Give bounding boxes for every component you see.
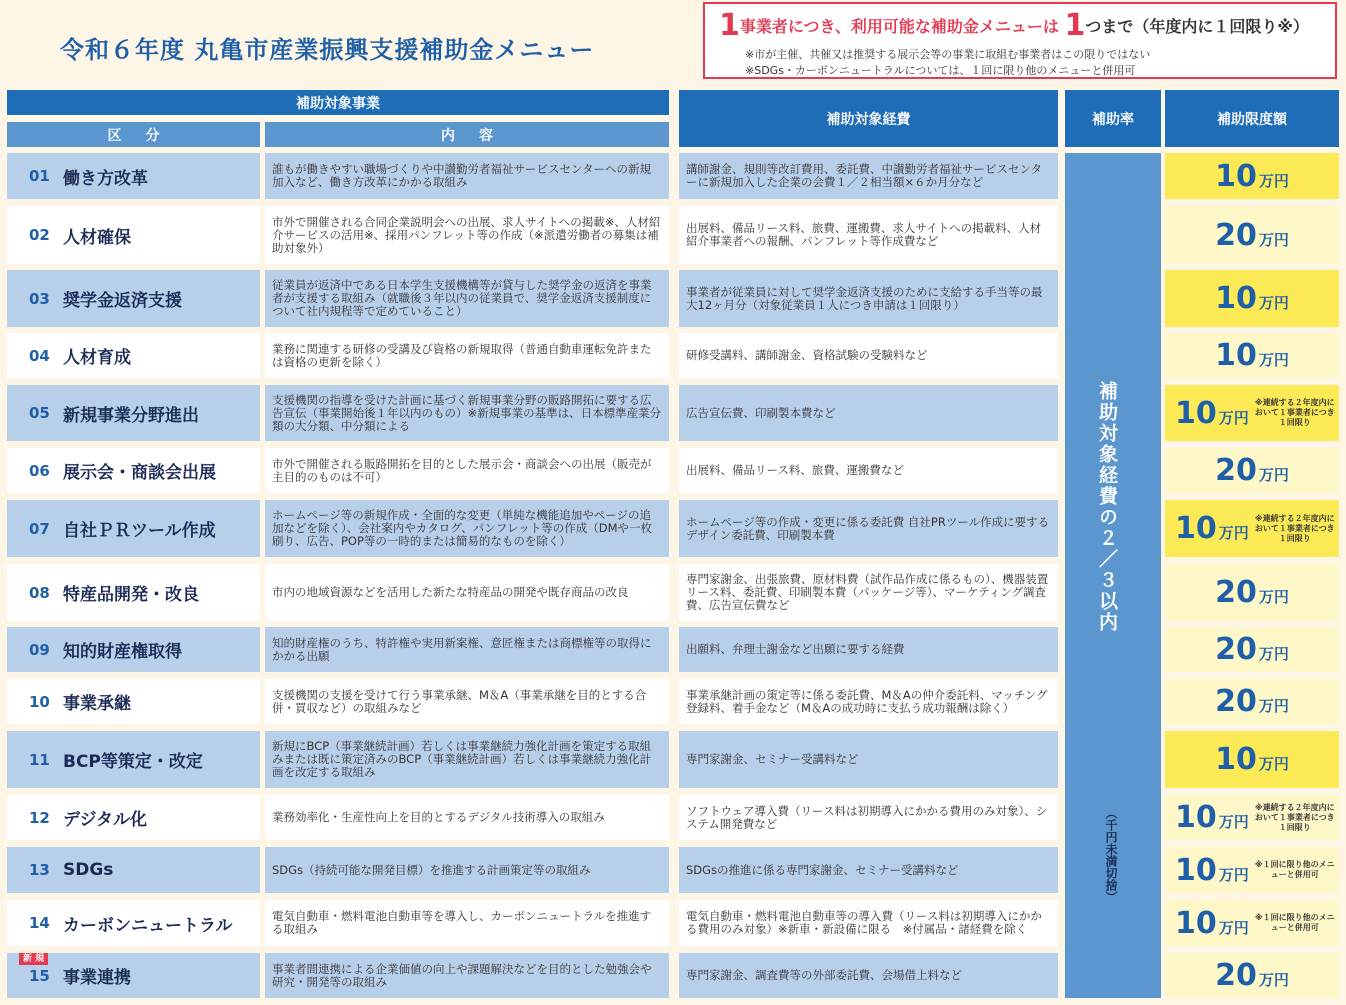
header-category: 区分 bbox=[7, 122, 260, 147]
row-limit bbox=[1165, 731, 1339, 788]
limit-unit: 万円 bbox=[1258, 755, 1289, 773]
limit-value: 20 bbox=[1215, 453, 1257, 488]
row-expense: 広告宣伝費、印刷製本費など bbox=[679, 385, 1058, 441]
row-expense: ソフトウェア導入費（リース料は初期導入にかかる費用のみ対象）、システム開発費など bbox=[679, 795, 1058, 840]
limit-unit: 万円 bbox=[1218, 865, 1249, 884]
row-expense: 電気自動車・燃料電池自動車等の導入費（リース料は初期導入にかかる費用のみ対象）※新車・新設備に限る ※付属品・諸経費を除く bbox=[679, 900, 1058, 946]
row-category bbox=[7, 564, 260, 621]
row-category bbox=[7, 731, 260, 788]
limit-unit: 万円 bbox=[1258, 171, 1289, 190]
row-limit bbox=[1165, 795, 1339, 840]
row-number: 15 bbox=[29, 966, 50, 985]
row-limit bbox=[1165, 448, 1339, 493]
row-expense: 出展料、備品リース料、旅費、運搬費、求人サイトへの掲載料、人材紹介事業者への報酬、パンフレット等作成費など bbox=[679, 206, 1058, 264]
row-expense: 出展料、備品リース料、旅費、運搬費など bbox=[679, 448, 1058, 493]
limit-value: 10 bbox=[1175, 852, 1217, 888]
row-name: 事業連携 bbox=[63, 968, 131, 988]
new-badge: 新 規 bbox=[19, 953, 48, 965]
limit-amount bbox=[1215, 453, 1289, 488]
limit-amount bbox=[1215, 684, 1289, 719]
row-number: 06 bbox=[29, 461, 50, 480]
notice-text-1: 事業者につき、利用可能な補助金メニューは bbox=[739, 17, 1059, 36]
row-name: 知的財産権取得 bbox=[63, 642, 182, 662]
limit-value: 20 bbox=[1215, 632, 1257, 667]
row-number: 07 bbox=[29, 519, 50, 538]
row-category bbox=[7, 500, 260, 557]
limit-note: ※１回に限り他のメニューと併用可 bbox=[1254, 860, 1335, 879]
limit-amount bbox=[1175, 511, 1249, 546]
row-content: 業務に関連する研修の受講及び資格の新規取得（普通自動車運転免許または資格の更新を除く） bbox=[265, 333, 669, 378]
row-name: SDGs bbox=[63, 860, 114, 880]
row-expense: 研修受講料、講師謝金、資格試験の受験料など bbox=[679, 333, 1058, 378]
row-limit bbox=[1165, 953, 1339, 998]
limit-unit: 万円 bbox=[1258, 697, 1289, 715]
row-category bbox=[7, 795, 260, 840]
row-limit bbox=[1165, 500, 1339, 557]
limit-unit: 万円 bbox=[1218, 408, 1249, 427]
limit-amount bbox=[1175, 800, 1249, 835]
header-content: 内容 bbox=[265, 122, 669, 147]
row-limit bbox=[1165, 847, 1339, 893]
row-expense: 出願料、弁理士謝金など出願に要する経費 bbox=[679, 627, 1058, 672]
limit-amount bbox=[1175, 853, 1249, 888]
row-name: 新規事業分野進出 bbox=[63, 405, 199, 426]
limit-amount bbox=[1215, 281, 1289, 316]
limit-value: 10 bbox=[1215, 338, 1257, 373]
row-content: 電気自動車・燃料電池自動車等を導入し、カーボンニュートラルを推進する取組み bbox=[265, 900, 669, 946]
row-limit bbox=[1165, 333, 1339, 378]
notice-main bbox=[719, 8, 1309, 43]
row-number: 03 bbox=[29, 289, 50, 308]
limit-amount bbox=[1215, 159, 1289, 194]
row-content: 事業者間連携による企業価値の向上や課題解決などを目的とした勉強会や研究・開発等の取組み bbox=[265, 953, 669, 998]
row-limit bbox=[1165, 206, 1339, 264]
page-title: 令和６年度 丸亀市産業振興支援補助金メニュー bbox=[60, 36, 595, 64]
limit-value: 20 bbox=[1215, 684, 1257, 719]
limit-value: 10 bbox=[1175, 905, 1217, 941]
row-expense: 講師謝金、規則等改訂費用、委託費、中讃勤労者福祉サービスセンターに新規加入した企業の会費１／２相当額×６か月分など bbox=[679, 153, 1058, 199]
row-number: 11 bbox=[29, 750, 50, 769]
limit-amount bbox=[1215, 575, 1289, 610]
row-name: 働き方改革 bbox=[63, 168, 148, 189]
limit-value: 10 bbox=[1175, 395, 1217, 431]
row-number: 13 bbox=[29, 861, 50, 879]
limit-amount bbox=[1175, 906, 1249, 941]
row-content: 従業員が返済中である日本学生支援機構等が貸与した奨学金の返済を事業者が支援する取組み（就職後３年以内の従業員で、奨学金返済支援制度について社内規程等で定めていること） bbox=[265, 270, 669, 327]
row-name: カーボンニュートラル bbox=[63, 915, 233, 936]
limit-unit: 万円 bbox=[1258, 466, 1289, 484]
subsidy-rate-subtext: （千円未満切捨） bbox=[1104, 807, 1118, 903]
row-category bbox=[7, 270, 260, 327]
header-expense: 補助対象経費 bbox=[679, 90, 1058, 147]
limit-unit: 万円 bbox=[1258, 351, 1289, 369]
row-number: 04 bbox=[29, 346, 50, 365]
row-content: SDGs（持続可能な開発目標）を推進する計画策定等の取組み bbox=[265, 847, 669, 893]
row-category bbox=[7, 900, 260, 946]
row-content: 業務効率化・生産性向上を目的とするデジタル技術導入の取組み bbox=[265, 795, 669, 840]
limit-value: 20 bbox=[1215, 575, 1257, 610]
row-expense: 専門家謝金、セミナー受講料など bbox=[679, 731, 1058, 788]
row-content: 市内の地域資源などを活用した新たな特産品の開発や既存商品の改良 bbox=[265, 564, 669, 621]
row-content: 市外で開催される販路開拓を目的とした展示会・商談会への出展（販売が主目的のものは不可） bbox=[265, 448, 669, 493]
row-content: 支援機関の指導を受けた計画に基づく新規事業分野の販路開拓に要する広告宣伝（事業開始後１年以内のもの）※新規事業の基準は、日本標準産業分類の大分類、中分類による bbox=[265, 385, 669, 441]
row-expense: 専門家謝金、調査費等の外部委託費、会場借上料など bbox=[679, 953, 1058, 998]
subsidy-rate-column bbox=[1065, 153, 1161, 998]
row-number: 14 bbox=[29, 914, 50, 932]
row-content: 知的財産権のうち、特許権や実用新案権、意匠権または商標権等の取得にかかる出願 bbox=[265, 627, 669, 672]
row-expense: ホームページ等の作成・変更に係る委託費 自社PRツール作成に要するデザイン委託費、印刷製本費 bbox=[679, 500, 1058, 557]
row-number: 08 bbox=[29, 583, 50, 602]
row-number: 12 bbox=[29, 808, 50, 827]
notice-number-1: 1 bbox=[719, 8, 740, 43]
row-expense: 事業者が従業員に対して奨学金返済支援のために支給する手当等の最大12ヶ月分（対象従業員１人につき申請は１回限り） bbox=[679, 270, 1058, 327]
limit-note: ※連続する２年度内において１事業者につき１回限り bbox=[1254, 513, 1335, 543]
limit-value: 10 bbox=[1215, 281, 1257, 316]
limit-value: 20 bbox=[1215, 217, 1257, 253]
limit-note: ※連続する２年度内において１事業者につき１回限り bbox=[1254, 802, 1335, 832]
row-content: 市外で開催される合同企業説明会への出展、求人サイトへの掲載※、人材紹介サービスの活用※、採用パンフレット等の作成（※派遣労働者の募集は補助対象外） bbox=[265, 206, 669, 264]
limit-unit: 万円 bbox=[1258, 645, 1289, 663]
row-limit bbox=[1165, 153, 1339, 199]
limit-amount bbox=[1215, 218, 1289, 253]
notice-note-1: ※市が主催、共催又は推奨する展示会等の事業に取組む事業者はこの限りではない bbox=[745, 48, 1151, 61]
limit-value: 10 bbox=[1215, 742, 1257, 777]
limit-note: ※１回に限り他のメニューと併用可 bbox=[1254, 913, 1335, 932]
row-name: デジタル化 bbox=[63, 810, 147, 830]
limit-note: ※連続する２年度内において１事業者につき１回限り bbox=[1254, 398, 1335, 427]
row-name: BCP等策定・改定 bbox=[63, 752, 203, 772]
limit-unit: 万円 bbox=[1258, 971, 1289, 989]
row-category bbox=[7, 153, 260, 199]
limit-unit: 万円 bbox=[1258, 588, 1289, 606]
notice-box bbox=[703, 2, 1337, 79]
row-category bbox=[7, 206, 260, 264]
header-target: 補助対象事業 bbox=[7, 90, 669, 115]
limit-amount bbox=[1215, 338, 1289, 373]
limit-unit: 万円 bbox=[1218, 918, 1249, 937]
row-name: 自社ＰＲツール作成 bbox=[63, 521, 216, 541]
row-category bbox=[7, 679, 260, 724]
limit-amount bbox=[1175, 396, 1249, 431]
row-number: 10 bbox=[29, 692, 50, 711]
row-limit bbox=[1165, 900, 1339, 946]
row-content: ホームページ等の新規作成・全面的な変更（単純な機能追加やページの追加などを除く）、会社案内やカタログ、パンフレット等の作成（DMや一枚刷り、広告、POP等の一時的または簡易的なものを除く） bbox=[265, 500, 669, 557]
row-limit bbox=[1165, 627, 1339, 672]
header-rate: 補助率 bbox=[1065, 90, 1161, 147]
row-content: 支援機関の支援を受けて行う事業承継、M＆A（事業承継を目的とする合併・買収など）の取組みなど bbox=[265, 679, 669, 724]
row-name: 事業承継 bbox=[63, 694, 131, 714]
row-category bbox=[7, 627, 260, 672]
limit-unit: 万円 bbox=[1258, 230, 1289, 249]
row-limit bbox=[1165, 564, 1339, 621]
limit-amount bbox=[1215, 742, 1289, 777]
row-limit bbox=[1165, 270, 1339, 327]
notice-number-2: 1 bbox=[1064, 8, 1086, 43]
row-limit bbox=[1165, 679, 1339, 724]
limit-value: 20 bbox=[1215, 958, 1257, 993]
row-name: 人材育成 bbox=[63, 348, 131, 368]
limit-unit: 万円 bbox=[1218, 524, 1249, 542]
limit-unit: 万円 bbox=[1218, 813, 1249, 831]
row-expense: 専門家謝金、出張旅費、原材料費（試作品作成に係るもの）、機器装置リース料、委託費、印刷製本費（パッケージ等）、マーケティング調査費、広告宣伝費など bbox=[679, 564, 1058, 621]
subsidy-rate-text: 補助対象経費の２／３以内 bbox=[1096, 381, 1118, 633]
limit-amount bbox=[1215, 958, 1289, 993]
row-name: 人材確保 bbox=[63, 227, 131, 248]
limit-amount bbox=[1215, 632, 1289, 667]
row-number: 09 bbox=[29, 640, 50, 659]
row-limit bbox=[1165, 385, 1339, 441]
row-number: 02 bbox=[29, 226, 50, 244]
row-expense: SDGsの推進に係る専門家謝金、セミナー受講料など bbox=[679, 847, 1058, 893]
row-name: 特産品開発・改良 bbox=[63, 585, 199, 605]
row-category bbox=[7, 385, 260, 441]
row-name: 奨学金返済支援 bbox=[63, 291, 182, 311]
notice-text-2: つまで（年度内に１回限り※） bbox=[1085, 17, 1309, 36]
row-expense: 事業承継計画の策定等に係る委託費、M＆Aの仲介委託料、マッチング登録料、着手金など（M＆Aの成功時に支払う成功報酬は除く） bbox=[679, 679, 1058, 724]
limit-value: 10 bbox=[1175, 800, 1217, 835]
header-limit: 補助限度額 bbox=[1165, 90, 1339, 147]
row-content: 新規にBCP（事業継続計画）若しくは事業継続力強化計画を策定する取組みまたは既に策定済みのBCP（事業継続計画）若しくは事業継続力強化計画を改定する取組み bbox=[265, 731, 669, 788]
row-category bbox=[7, 847, 260, 893]
row-category bbox=[7, 448, 260, 493]
limit-value: 10 bbox=[1215, 158, 1257, 194]
notice-note-2: ※SDGs・カーボンニュートラルについては、１回に限り他のメニューと併用可 bbox=[745, 64, 1136, 77]
row-number: 01 bbox=[29, 167, 50, 185]
row-content: 誰もが働きやすい職場づくりや中讃勤労者福祉サービスセンターへの新規加入など、働き方改革にかかる取組み bbox=[265, 153, 669, 199]
row-number: 05 bbox=[29, 404, 50, 422]
row-category bbox=[7, 333, 260, 378]
row-name: 展示会・商談会出展 bbox=[63, 463, 216, 483]
limit-value: 10 bbox=[1175, 511, 1217, 546]
limit-unit: 万円 bbox=[1258, 294, 1289, 312]
